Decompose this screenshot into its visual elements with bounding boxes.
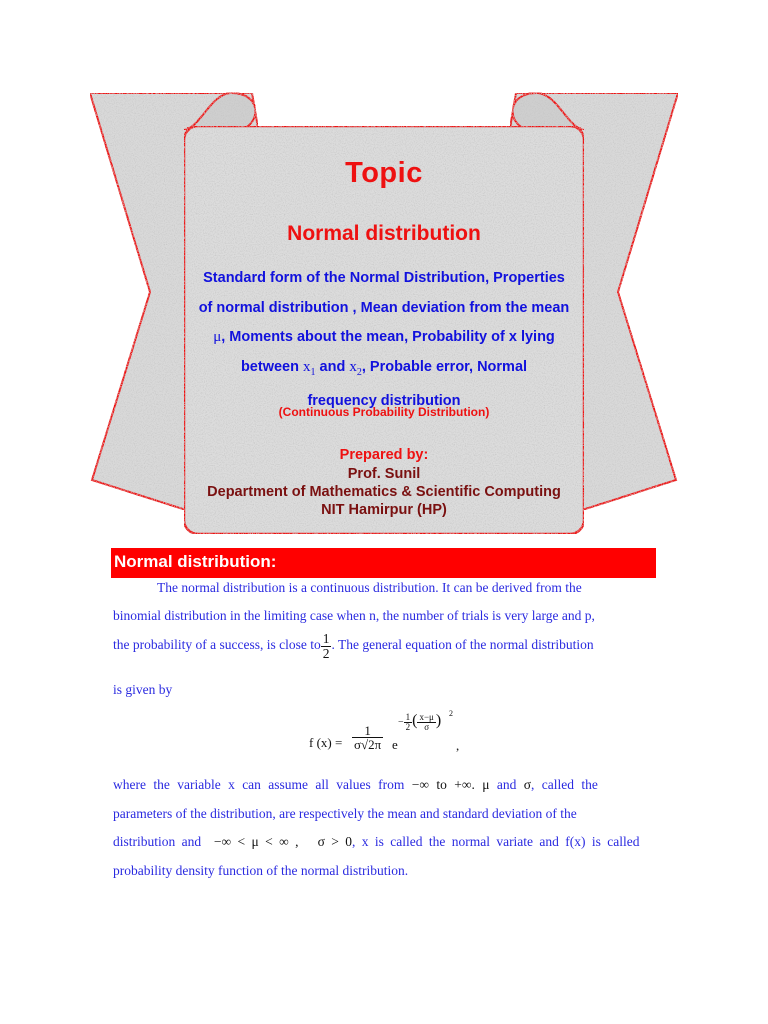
para1-line3-a: the probability of a success, is close to [113,637,321,653]
exp-inner-den: σ [424,722,430,733]
x1-sub: 1 [310,366,316,378]
exp-minus: − [398,717,404,728]
exp-inner-num: x−μ [419,712,434,723]
between-word: between [240,358,299,375]
para2-line1-a: where the variable x can assume all values from [113,777,405,792]
eq-coefficient [352,724,383,751]
desc-line-2: of normal distribution , Mean deviation from the mean [198,299,570,316]
para2-line4: probability density function of the normal distribution. [113,863,409,878]
institute-name: NIT Hamirpur (HP) [321,502,447,518]
range-expression: −∞ to +∞ [411,777,472,792]
half-denominator: 2 [322,645,330,661]
desc-line-5: frequency distribution [307,393,461,409]
eq-lhs: f (x) = [309,735,343,750]
topic-description [188,264,580,417]
department-name: Department of Mathematics & Scientific Computing [207,484,561,500]
x1-symbol [303,358,316,378]
eq-exponent: − $\frac{1}{2}$ ( $\frac{x-\mu}{\sigma}$ ) [398,712,442,733]
para2-line1 [113,777,655,793]
desc-line-1: Standard form of the Normal Distribution, Properties [203,270,565,286]
one-half-fraction [321,632,332,660]
coef-denominator: σ√2π [354,737,382,752]
half-numerator: 1 [322,631,330,646]
sigma-inequality: σ > 0 [317,834,352,849]
exp-half-den: 2 [405,722,411,733]
x2-sub: 2 [356,366,362,378]
desc-line-3-text: , Moments about the mean, Probability of x lying [221,329,555,345]
mu-inequality: −∞ < μ < ∞ , [213,834,299,849]
para2-line3-a: distribution and [113,834,202,849]
eq-power: 2 [449,709,453,718]
document-subtitle: Normal distribution [287,222,481,245]
para2-line3-b: , x is called the normal variate and f(x) is called [351,834,640,849]
prepared-by-label: Prepared by: [339,447,429,463]
mu-symbol-2: μ [482,777,490,792]
para1-line3 [113,632,655,660]
range-period: . [471,777,475,792]
eq-base: e [392,737,398,752]
x2-symbol [349,358,362,378]
coef-numerator: 1 [352,724,383,738]
para1-line2: binomial distribution in the limiting case when n, the number of trials is very large and p, [113,608,595,623]
para1-line3-b: . The general equation of the normal distribution [331,637,594,653]
x2-base: x [349,358,357,375]
and-word: and [319,358,346,375]
and-word-2: and [496,777,517,792]
para2-line2: parameters of the distribution, are respectively the mean and standard deviation of the [113,806,577,821]
desc-line-4-rest: , Probable error, Normal [361,358,528,375]
para2-line3 [113,834,655,850]
desc-line-4 [188,353,580,388]
continuous-label: (Continuous Probability Distribution) [278,405,490,419]
desc-line-3 [188,323,580,353]
para1-line4: is given by [113,682,173,697]
exp-half-num: 1 [405,712,411,723]
sigma-symbol: σ [523,777,532,792]
para2-line1-c: , called the [531,777,598,792]
eq-trailing-comma: , [456,738,460,753]
section-heading: Normal distribution: [111,548,656,578]
para1-line1: The normal distribution is a continuous distribution. It can be derived from the [157,580,582,595]
mu-symbol: μ [213,329,222,345]
topic-title: Topic [345,157,423,189]
author-name: Prof. Sunil [347,466,421,482]
x1-base: x [303,358,311,375]
